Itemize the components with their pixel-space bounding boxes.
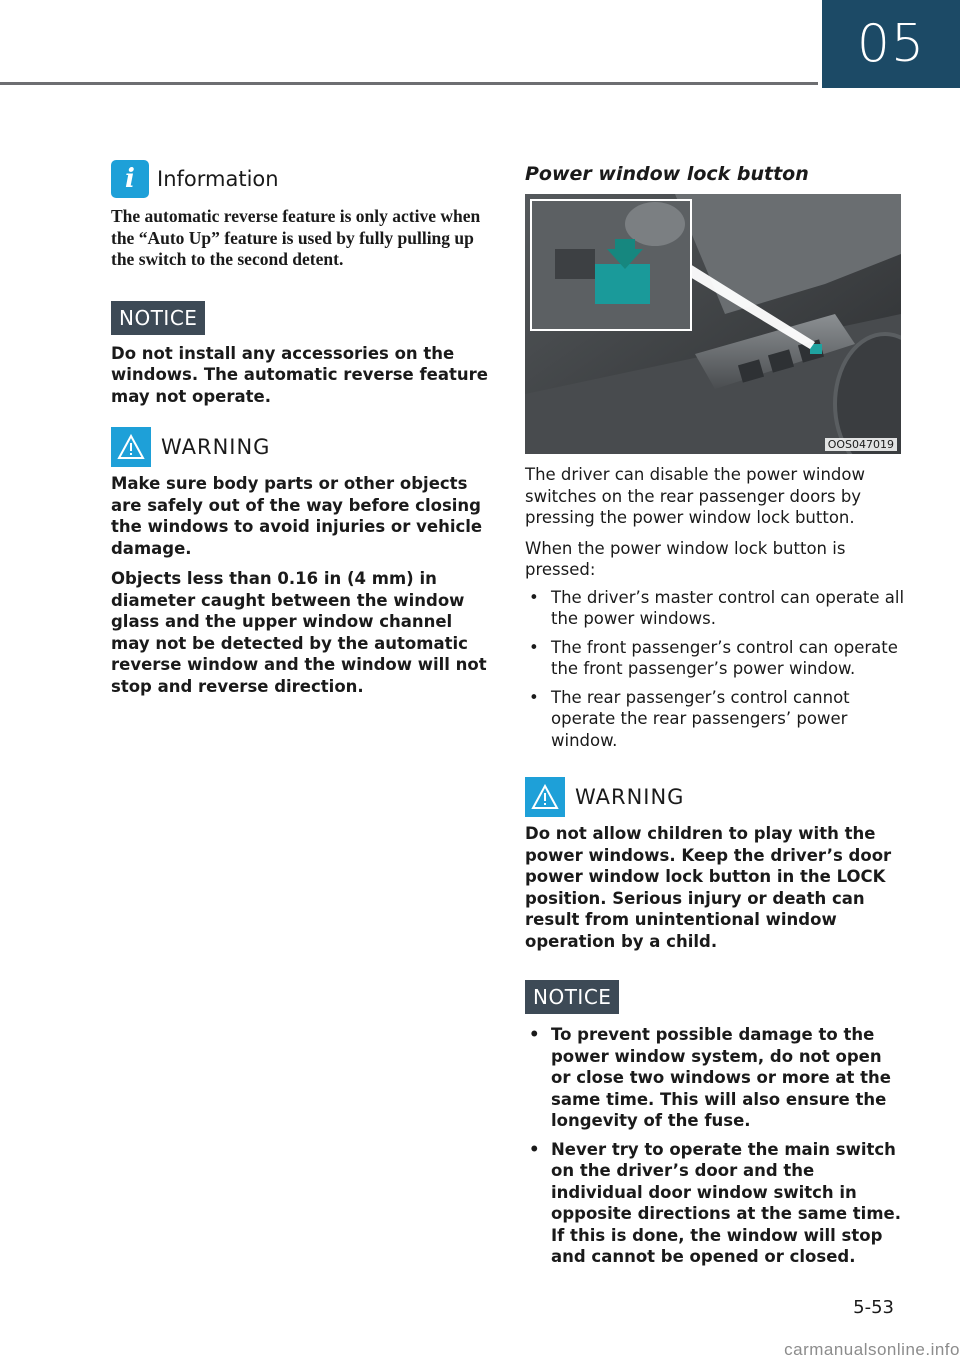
body-paragraph: When the power window lock button is pressed: (525, 538, 846, 579)
warning-triangle-icon (525, 777, 565, 817)
list-item: • The front passenger’s control can operate the front passenger’s power window. (525, 637, 905, 680)
info-icon: i (111, 160, 149, 198)
notice-list (525, 1024, 905, 1268)
notice-badge: NOTICE (111, 301, 205, 335)
list-item: • To prevent possible damage to the power window system, do not open or close two windows or more at the same time. This will also ensure the longevity of the fuse. (525, 1024, 905, 1132)
notice-box (111, 301, 491, 408)
chapter-tab (822, 0, 960, 88)
warning-box (111, 427, 491, 697)
warning-paragraph: Objects less than 0.16 in (4 mm) in diameter caught between the window glass and the upper window channel may not be detected by the automatic reverse window and the window will not stop and reverse direction. (111, 569, 487, 696)
door-panel-illustration (525, 194, 901, 454)
left-column (111, 158, 491, 697)
warning-paragraph: Make sure body parts or other objects are safely out of the way before closing the windows to avoid injuries or vehicle damage. (111, 474, 483, 558)
page-number: 5-53 (853, 1297, 894, 1318)
warning-box (525, 777, 905, 952)
warning-title: WARNING (161, 435, 271, 459)
header-rule (0, 82, 818, 85)
notice-box (525, 980, 905, 1268)
figure-code: OOS047019 (825, 438, 897, 451)
list-item: • The rear passenger’s control cannot operate the rear passengers’ power window. (525, 687, 905, 752)
list-item: • Never try to operate the main switch on the driver’s door and the individual door window switch in opposite directions at the same time. If this is done, the window will stop and cannot be opened or closed. (525, 1139, 905, 1268)
lock-effects-list (525, 587, 905, 752)
lock-button-figure (525, 194, 901, 454)
information-body: The automatic reverse feature is only active when the “Auto Up” feature is used by fully pulling up the switch to the second detent. (111, 206, 481, 269)
chapter-number: 05 (856, 14, 926, 74)
right-column (525, 158, 905, 1268)
information-title: Information (157, 167, 279, 191)
section-title: Power window lock button (525, 163, 809, 185)
information-header (111, 158, 491, 200)
warning-text: Do not allow children to play with the power windows. Keep the driver’s door power window lock button in the LOCK position. Serious injury or death can result from unintentional window operation by a child. (525, 824, 892, 951)
warning-title: WARNING (575, 785, 685, 809)
notice-badge: NOTICE (525, 980, 619, 1014)
warning-text (111, 473, 491, 697)
section-body (525, 464, 905, 581)
warning-triangle-icon (111, 427, 151, 467)
information-box (111, 158, 491, 271)
list-item: • The driver’s master control can operate all the power windows. (525, 587, 905, 630)
body-paragraph: The driver can disable the power window switches on the rear passenger doors by pressing the power window lock button. (525, 465, 865, 527)
notice-text: Do not install any accessories on the windows. The automatic reverse feature may not operate. (111, 343, 488, 406)
warning-header (111, 427, 491, 467)
watermark: carmanualsonline.info (784, 1340, 960, 1359)
warning-header (525, 777, 905, 817)
